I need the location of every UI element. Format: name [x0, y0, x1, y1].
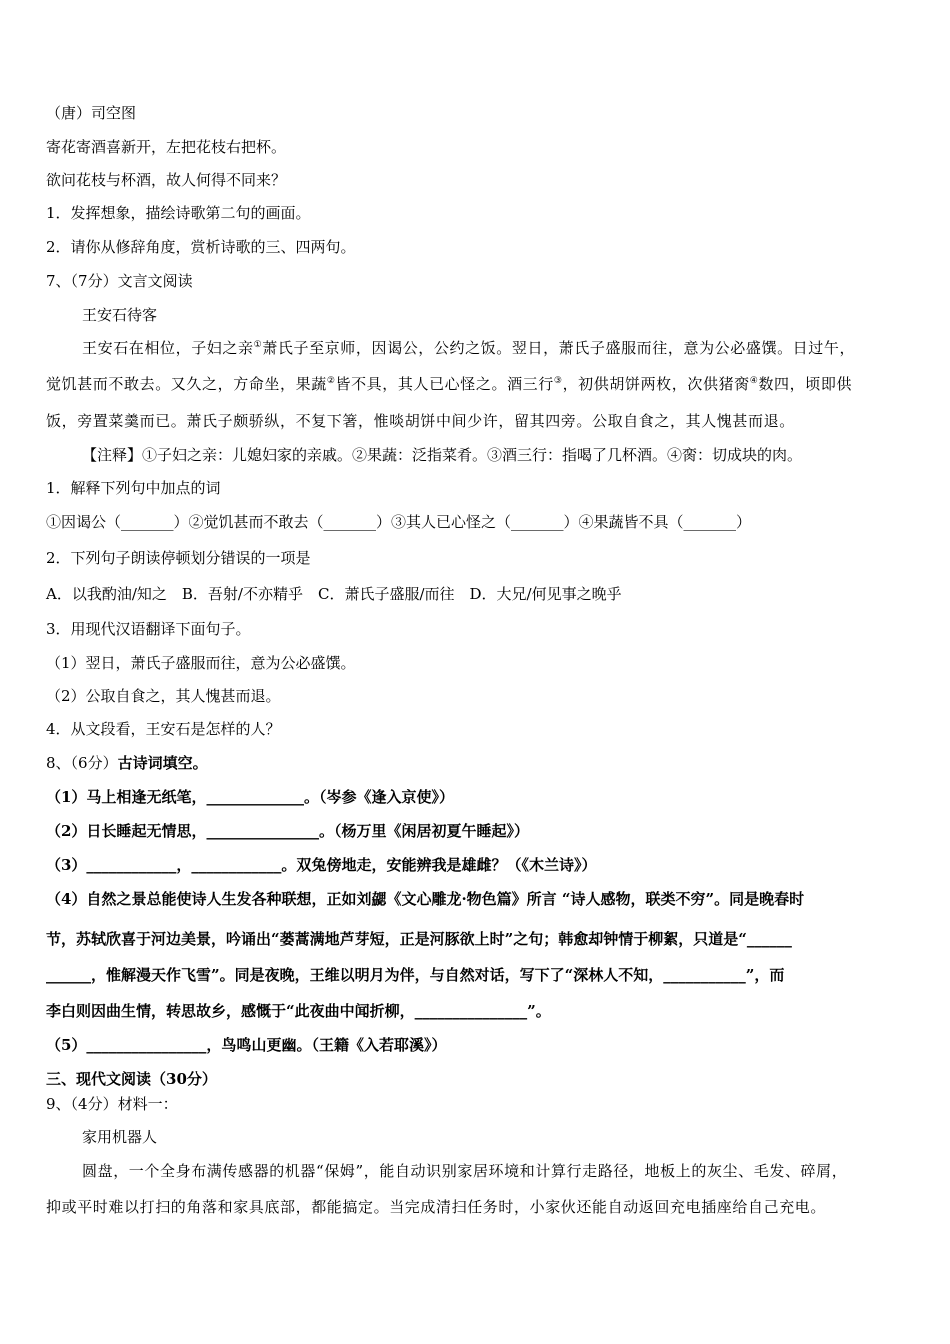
q7-subquestion-3: 3．用现代汉语翻译下面句子。	[46, 620, 251, 638]
poem-author: （唐）司空图	[46, 104, 137, 122]
q7-passage-line-1: 王安石在相位，子妇之亲①萧氏子至京师，因谒公，公约之饭。翌日，萧氏子盛服而往，意为公必盛馔。日过午，	[82, 339, 856, 357]
poem-question-2: 2．请你从修辞角度，赏析诗歌的三、四两句。	[46, 238, 356, 256]
q7-subquestion-1-items: ①因谒公（_______）②觉饥甚而不敢去（_______）③其人已心怪之（_______）④果蔬皆不具（_______）	[46, 513, 752, 531]
q8-item-2: （2）日长睡起无情思，_______________。（杨万里《闲居初夏午睡起》）	[46, 822, 529, 840]
q8-item-4-line-4: 李白则因曲生情，转思故乡，感慨于“此夜曲中闻折柳，_______________”。	[46, 1002, 551, 1020]
q8-item-3: （3）____________，____________。双兔傍地走，安能辨我是雄雌？（《木兰诗》）	[46, 856, 597, 874]
q9-material-line-2: 抑或平时难以打扫的角落和家具底部，都能搞定。当完成清扫任务时，小家伙还能自动返回充电插座给自己充电。	[46, 1198, 827, 1216]
q7-annotation: 【注释】①子妇之亲：儿媳妇家的亲戚。②果蔬：泛指菜肴。③酒三行：指喝了几杯酒。④脔：切成块的肉。	[82, 446, 803, 464]
q9-material-title: 家用机器人	[82, 1128, 158, 1146]
q7-translate-2: （2）公取自食之，其人愧甚而退。	[46, 687, 281, 705]
q9-material-line-1: 圆盘，一个全身布满传感器的机器“保姆”，能自动识别家居环境和计算行走路径，地板上的灰尘、毛发、碎屑，	[82, 1162, 848, 1180]
q7-translate-1: （1）翌日，萧氏子盛服而往，意为公必盛馔。	[46, 654, 356, 672]
q8-header: 8、（6分）古诗词填空。	[46, 754, 208, 772]
q8-item-4-line-1: （4）自然之景总能使诗人生发各种联想，正如刘勰《文心雕龙·物色篇》所言 “诗人感物，联类不穷”。同是晚春时	[46, 890, 805, 908]
q7-subquestion-1: 1．解释下列句中加点的词	[46, 479, 221, 497]
q7-passage-title: 王安石待客	[82, 306, 158, 324]
q9-header: 9、（4分）材料一：	[46, 1095, 178, 1113]
poem-line-1: 寄花寄酒喜新开，左把花枝右把杯。	[46, 138, 287, 156]
q8-item-4-line-2: 节，苏轼欣喜于河边美景，吟诵出“蒌蒿满地芦芽短，正是河豚欲上时”之句；韩愈却钟情于柳絮，只道是“______	[46, 930, 792, 948]
q7-subquestion-4: 4．从文段看，王安石是怎样的人？	[46, 720, 281, 738]
poem-question-1: 1．发挥想象，描绘诗歌第二句的画面。	[46, 204, 311, 222]
q7-passage-line-3: 饭，旁置菜羹而已。萧氏子颇骄纵，不复下箸，惟啖胡饼中间少许，留其四旁。公取自食之，其人愧甚而退。	[46, 412, 795, 430]
footnote-marker-3: ③	[553, 376, 563, 386]
q7-subquestion-2: 2．下列句子朗读停顿划分错误的一项是	[46, 549, 311, 567]
poem-line-2: 欲问花枝与杯酒，故人何得不同来？	[46, 171, 287, 189]
footnote-marker-4: ④	[749, 376, 759, 386]
footnote-marker-1: ①	[253, 340, 263, 350]
q8-item-1: （1）马上相逢无纸笔，_____________。（岑参《逢入京使》）	[46, 788, 454, 806]
q8-item-5: （5）________________，鸟鸣山更幽。（王籍《入若耶溪》）	[46, 1036, 447, 1054]
section-3-header: 三、现代文阅读（30分）	[46, 1070, 217, 1088]
q8-item-4-line-3: ______，惟解漫天作飞雪”。同是夜晚，王维以明月为伴，与自然对话，写下了“深林人不知，___________”，而	[46, 966, 785, 984]
q7-subquestion-2-options: A．以我酌油/知之 B．吾射/不亦精乎 C．萧氏子盛服/而往 D．大兄/何见事之晚乎	[46, 585, 622, 603]
footnote-marker-2: ②	[326, 376, 336, 386]
q7-header: 7、（7分）文言文阅读	[46, 272, 193, 290]
q7-passage-line-2: 觉饥甚而不敢去。又久之，方命坐，果蔬②皆不具，其人已心怪之。酒三行③，初供胡饼两枚，次供猪脔④数四，顷即供	[46, 375, 853, 393]
